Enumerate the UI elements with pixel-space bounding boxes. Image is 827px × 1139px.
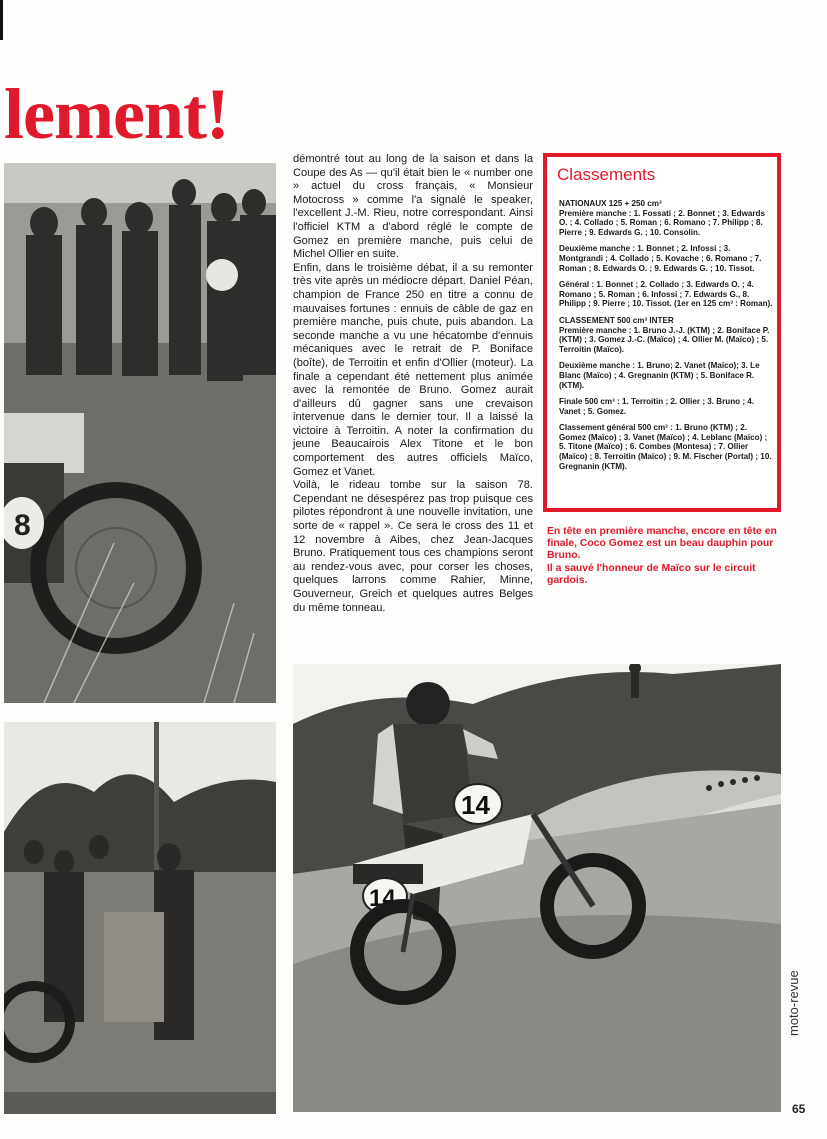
results-block: NATIONAUX 125 + 250 cm³ Première manche : 1. Fossati ; 2. Bonnet ; 3. Edwards O. ; 4. Collado ; 5. Roman ; 6. Romano ; 7. Philipp ; 8. Pierre ; 9. Edwards G. ; 10. Consolin. [559, 199, 766, 237]
caption-line: En tête en première manche, encore en tête en finale, Coco Gomez est un beau dauphin pour Bruno. [547, 526, 777, 562]
results-title: Classements [557, 165, 656, 184]
photo-caption [547, 526, 785, 587]
photo-spectators-top [4, 163, 276, 703]
photo-rider-jump [293, 664, 781, 1112]
svg-text:8: 8 [14, 509, 31, 542]
results-block: CLASSEMENT 500 cm³ INTER Première manche : 1. Bruno J.-J. (KTM) ; 2. Boniface P. (KTM) ; 3. Gomez J.-C. (Maïco) ; 4. Ollier M. (Maïco) ; 5. Terroitin (Maïco). [559, 315, 770, 354]
article-paragraph: démontré tout au long de la saison et dans la Coupe des As — qu'il était bien le « number one » actuel du cross français, « Monsieur Motocross » comme l'a signalé le speaker, l'excellent J.-M. Rieu, notre correspondant. Ainsi l'officiel KTM a d'abord réglé le compte de Gomez en première manche, puis celui de Michel Ollier en suite. [293, 153, 533, 261]
caption-line: Il a sauvé l'honneur de Maïco sur le circuit gardois. [547, 562, 756, 586]
results-block: Général : 1. Bonnet ; 2. Collado ; 3. Edwards O. ; 4. Romano ; 5. Roman ; 6. Infossi ; 7. Edwards G., 8. Philipp ; 9. Pierre ; 10. Tissot. (1er en 125 cm³ : Roman). [559, 280, 773, 309]
top-rule [0, 0, 3, 40]
magazine-name: moto-revue [786, 970, 801, 1036]
article-paragraph: Voilà, le rideau tombe sur la saison 78. Cependant ne désespérez pas trop puisque ces pilotes répondront à une nouvelle invitation, une sorte de « rappel ». Ce sera le cross des 11 et 12 novembre à Aibes, chez Jean-Jacques Bruno. Pratiquement tous ces champions seront au rendez-vous avec, pour corser les choses, quelques larrons comme Rahier, Minne, Gouverneur, Greich et quelques autres Belges du même tonneau. [293, 479, 533, 614]
headline: lement! [4, 74, 229, 154]
results-block: Deuxième manche : 1. Bonnet ; 2. Infossi ; 3. Montgrandi ; 4. Collado ; 5. Kovache ; 6. Romano ; 7. Roman ; 8. Edwards O. ; 9. Edwards G. ; 10. Tissot. [559, 244, 762, 273]
photo-crowd-bottom [4, 722, 276, 1114]
results-block: Finale 500 cm³ : 1. Terroitin ; 2. Ollier ; 3. Bruno ; 4. Vanet ; 5. Gomez. [559, 397, 755, 416]
bike-number-side: 14 [369, 885, 396, 912]
bike-number-front: 14 [461, 790, 490, 820]
results-block: Classement général 500 cm³ : 1. Bruno (KTM) ; 2. Gomez (Maïco) ; 3. Vanet (Maïco) ; 4. Leblanc (Maïco) ; 5. Titone (Maïco) ; 6. Combes (Montesa) ; 7. Ollier (Maïco) ; 8. Terroitin (Maïco) ; 9. M. Fischer (Portal) ; 10. Gregnanin (KTM). [559, 423, 772, 471]
page-number: 65 [792, 1102, 806, 1116]
article-body [293, 153, 533, 615]
results-block: Deuxième manche : 1. Bruno; 2. Vanet (Maïco); 3. Le Blanc (Maïco) ; 4. Gregnanin (KTM) ; 5. Boniface R. (KTM). [559, 361, 760, 390]
results-box [543, 153, 781, 512]
article-paragraph: Enfin, dans le troisième débat, il a su remonter très vite après un médiocre départ. Daniel Péan, champion de France 250 en titre a connu de mauvaises fortunes : ennuis de câble de gaz en première manche, puis chute, puis abandon. La seconde manche a vu une hécatombe d'ennuis mécaniques avec le retrait de P. Boniface (boîte), de Terroitin et enfin d'Ollier (moteur). La finale a cependant été nettement plus animée avec la remontée de Bruno. Gomez aurait d'ailleurs dû gagner sans une crevaison intervenue dans le dernier tour. Il a laissé la victoire à Terroitin. A noter la confirmation du jeune Beaucairois Alex Titone et le bon comportement des autres officiels Maïco, Gomez et Vanet. [293, 261, 533, 478]
results-content [559, 199, 773, 478]
